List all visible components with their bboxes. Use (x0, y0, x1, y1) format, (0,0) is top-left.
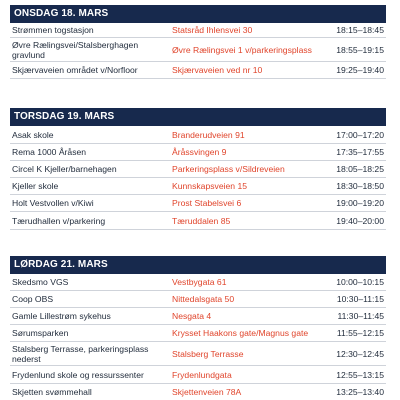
stop-time: 11:55–12:15 (336, 328, 384, 338)
stop-name: Frydenlund skole og ressurssenter (12, 369, 144, 380)
table-row (10, 212, 386, 230)
stop-time: 18:55–19:15 (336, 44, 384, 55)
stop-name: Sørumsparken (12, 328, 69, 338)
stop-address: Stalsberg Terrasse (172, 348, 244, 359)
table-row (10, 38, 386, 62)
day-header: ONSDAG 18. MARS (10, 5, 386, 23)
table-row (10, 342, 386, 366)
stop-address: Krysset Haakons gate/Magnus gate (172, 328, 309, 338)
stop-name: Skjærvaveien området v/Norfloor (12, 65, 138, 75)
stop-time: 12:55–13:15 (336, 369, 384, 380)
stop-time: 10:00–10:15 (336, 277, 384, 287)
stop-name: Circel K Kjeller/barnehagen (12, 164, 117, 174)
table-row (10, 126, 386, 144)
table-row (10, 62, 386, 79)
day-section-saturday (10, 256, 386, 400)
day-section-wednesday (10, 5, 386, 79)
stop-address: Skjettenveien 78A (172, 387, 242, 397)
table-row (10, 161, 386, 178)
stop-name: Stalsberg Terrasse, parkeringsplass nederst (12, 343, 149, 364)
stop-address: Statsråd Ihlensvei 30 (172, 25, 253, 35)
stop-time: 18:30–18:50 (336, 181, 384, 191)
stop-address: Nesgata 4 (172, 311, 212, 321)
table-row (10, 366, 386, 384)
table-row (10, 291, 386, 308)
stop-name: Gamle Lillestrøm sykehus (12, 311, 111, 321)
stop-name: Strømmen togstasjon (12, 25, 94, 35)
stop-time: 19:00–19:20 (336, 198, 384, 208)
stop-name: Asak skole (12, 129, 54, 140)
stop-address: Parkeringsplass v/Sildreveien (172, 164, 285, 174)
stop-name: Holt Vestvollen v/Kiwi (12, 198, 94, 208)
table-row (10, 325, 386, 342)
stop-address: Skjærvaveien ved nr 10 (172, 65, 263, 75)
table-row (10, 274, 386, 291)
stop-time: 19:40–20:00 (336, 215, 384, 226)
stop-name: Coop OBS (12, 294, 54, 304)
stop-time: 11:30–11:45 (337, 311, 384, 321)
table-row (10, 384, 386, 400)
stop-name: Rema 1000 Åråsen (12, 147, 87, 157)
table-row (10, 23, 386, 38)
stop-time: 18:15–18:45 (336, 25, 384, 35)
day-header: LØRDAG 21. MARS (10, 256, 386, 274)
stop-time: 19:25–19:40 (336, 65, 384, 75)
stop-address: Vestbygata 61 (172, 277, 227, 287)
stop-address: Øvre Rælingsvei 1 v/parkeringsplass (172, 44, 312, 55)
stop-address: Tæruddalen 85 (172, 215, 231, 226)
table-row (10, 178, 386, 195)
stop-address: Åråssvingen 9 (172, 147, 227, 157)
stop-time: 17:00–17:20 (336, 129, 384, 140)
stop-time: 13:25–13:40 (336, 387, 384, 397)
table-row (10, 308, 386, 325)
stop-name: Skedsmo VGS (12, 277, 69, 287)
stop-name: Øvre Rælingsvei/Stalsberghagen gravlund (12, 39, 139, 60)
table-row (10, 144, 386, 161)
stop-address: Frydenlundgata (172, 369, 232, 380)
stop-address: Prost Stabelsvei 6 (172, 198, 242, 208)
stop-time: 12:30–12:45 (336, 348, 384, 359)
stop-name: Kjeller skole (12, 181, 59, 191)
stop-time: 17:35–17:55 (336, 147, 384, 157)
stop-time: 10:30–11:15 (336, 294, 384, 304)
table-row (10, 195, 386, 212)
stop-name: Skjetten svømmehall (12, 387, 92, 397)
day-section-thursday (10, 108, 386, 230)
stop-address: Branderudveien 91 (172, 129, 245, 140)
stop-address: Kunnskapsveien 15 (172, 181, 248, 191)
stop-name: Tærudhallen v/parkering (12, 215, 106, 226)
stop-address: Nittedalsgata 50 (172, 294, 235, 304)
day-header: TORSDAG 19. MARS (10, 108, 386, 126)
stop-time: 18:05–18:25 (336, 164, 384, 174)
